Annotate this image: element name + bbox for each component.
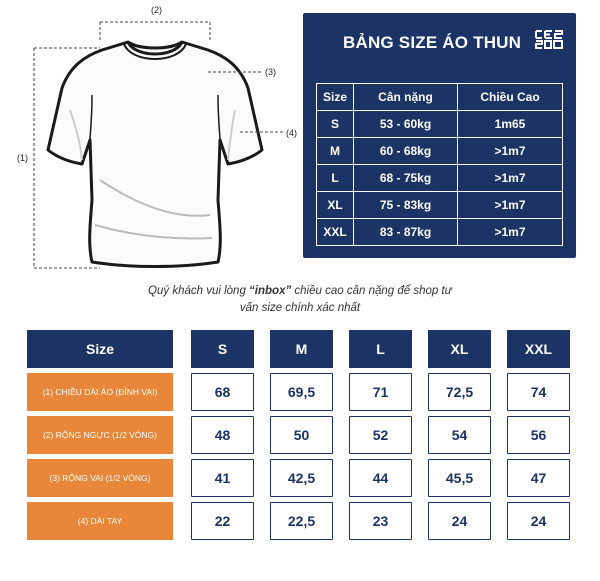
size-cell: XL — [317, 192, 354, 219]
table-row — [317, 165, 563, 192]
value-cell: 68 — [191, 373, 254, 411]
height-cell: >1m7 — [458, 192, 563, 219]
note-inbox-bold: “inbox” — [249, 285, 292, 297]
height-cell: >1m7 — [458, 138, 563, 165]
value-cell: 71 — [349, 373, 412, 411]
measure-size-header: Size — [27, 330, 173, 368]
weight-cell: 60 - 68kg — [354, 138, 458, 165]
row-label-shoulder: (3) RỘNG VAI (1/2 VÒNG) — [27, 459, 173, 497]
table-header-row — [317, 84, 563, 111]
value-cell: 48 — [191, 416, 254, 454]
value-cell: 23 — [349, 502, 412, 540]
height-cell: 1m65 — [458, 111, 563, 138]
tshirt-diagram — [0, 0, 300, 280]
value-cell: 42,5 — [270, 459, 333, 497]
weight-cell: 75 - 83kg — [354, 192, 458, 219]
value-cell: 45,5 — [428, 459, 491, 497]
size-cell: L — [317, 165, 354, 192]
row-label-length: (1) CHIỀU DÀI ÁO (ĐỈNH VAI) — [27, 373, 173, 411]
row-label-chest: (2) RỘNG NGỰC (1/2 VÒNG) — [27, 416, 173, 454]
size-cell: XXL — [317, 219, 354, 246]
value-cell: 22,5 — [270, 502, 333, 540]
value-cell: 50 — [270, 416, 333, 454]
header-height: Chiều Cao — [458, 84, 563, 111]
size-header-m: M — [270, 330, 333, 368]
height-cell: >1m7 — [458, 219, 563, 246]
dim-label-4: (4) — [286, 128, 297, 138]
height-cell: >1m7 — [458, 165, 563, 192]
note-text-line2: vấn size chính xác nhất — [239, 302, 361, 314]
weight-cell: 53 - 60kg — [354, 111, 458, 138]
size-header-l: L — [349, 330, 412, 368]
value-cell: 69,5 — [270, 373, 333, 411]
panel-title: BẢNG SIZE ÁO THUN — [343, 33, 522, 52]
value-cell: 41 — [191, 459, 254, 497]
header-size: Size — [317, 84, 354, 111]
header-weight: Cân nặng — [354, 84, 458, 111]
value-cell: 44 — [349, 459, 412, 497]
table-row — [317, 138, 563, 165]
tshirt-outline — [48, 42, 262, 267]
weight-cell: 83 - 87kg — [354, 219, 458, 246]
value-cell: 24 — [507, 502, 570, 540]
brand-logo-icon — [533, 27, 565, 51]
table-row — [317, 219, 563, 246]
value-cell: 56 — [507, 416, 570, 454]
value-cell: 47 — [507, 459, 570, 497]
value-cell: 54 — [428, 416, 491, 454]
size-header-xxl: XXL — [507, 330, 570, 368]
dim-label-1: (1) — [17, 153, 28, 163]
value-cell: 22 — [191, 502, 254, 540]
size-header-s: S — [191, 330, 254, 368]
size-chart-panel — [303, 13, 576, 258]
note-text-before: Quý khách vui lòng — [148, 285, 250, 297]
size-cell: M — [317, 138, 354, 165]
note-text-after: chiều cao cân nặng để shop tư — [291, 285, 452, 297]
dim-label-2: (2) — [151, 5, 162, 15]
value-cell: 74 — [507, 373, 570, 411]
value-cell: 52 — [349, 416, 412, 454]
dim-label-3: (3) — [265, 67, 276, 77]
inbox-note — [100, 283, 500, 317]
value-cell: 24 — [428, 502, 491, 540]
table-row — [317, 111, 563, 138]
weight-height-table — [316, 83, 563, 246]
value-cell: 72,5 — [428, 373, 491, 411]
size-header-xl: XL — [428, 330, 491, 368]
size-cell: S — [317, 111, 354, 138]
table-row — [317, 192, 563, 219]
row-label-sleeve: (4) DÀI TAY — [27, 502, 173, 540]
weight-cell: 68 - 75kg — [354, 165, 458, 192]
